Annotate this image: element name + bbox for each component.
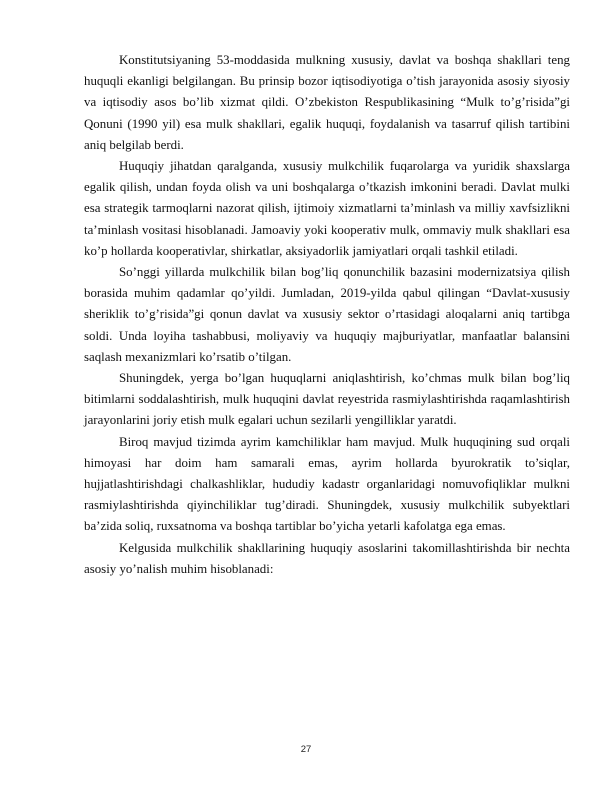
paragraph-2: Huquqiy jihatdan qaralganda, xususiy mulkchilik fuqarolarga va yuridik shaxslarga egalik qilish, undan foyda olish va uni boshqalarga o’tkazish imkonini beradi. Davlat mulki esa strategik tarmoqlarni nazorat qilish, ijtimoiy xizmatlarni ta’minlash va milliy xavfsizlikni ta’minlash vositasi hisoblanadi. Jamoaviy yoki kooperativ mulk, ommaviy mulk shakllari esa ko’p hollarda kooperativlar, shirkatlar, aksiyadorlik jamiyatlari orqali tashkil etiladi. [84,159,570,258]
paragraph-3: So’nggi yillarda mulkchilik bilan bog’liq qonunchilik bazasini modernizatsiya qilish borasida muhim qadamlar qo’yildi. Jumladan, 2019-yilda qabul qilingan “Davlat-xususiy sheriklik to’g’risida”gi qonun davlat va xususiy sektor o’rtasidagi aloqalarni aniq tartibga soldi. Unda loyiha tashabbusi, moliyaviy va huquqiy majburiyatlar, manfaatlar balansini saqlash mexanizmlari ko’rsatib o’tilgan. [84,265,570,364]
page-number: 27 [300,744,312,755]
paragraph-5: Biroq mavjud tizimda ayrim kamchiliklar ham mavjud. Mulk huquqining sud orqali himoyasi har doim ham samarali emas, ayrim hollarda byurokratik to’siqlar, hujjatlashtirishdagi chalkashliklar, hududiy kadastr organlaridagi nomuvofiqliklar mulkni rasmiylashtirishda qiyinchiliklar tug’diradi. Shuningdek, xususiy mulkchilik subyektlari ba’zida soliq, ruxsatnoma va boshqa tartiblar bo’yicha yetarli kafolatga ega emas. [84,434,570,534]
paragraph-6: Kelgusida mulkchilik shakllarining huquqiy asoslarini takomillashtirishda bir nechta asosiy yo’nalish muhim hisoblanadi: [84,540,570,576]
paragraph-4: Shuningdek, yerga bo’lgan huquqlarni aniqlashtirish, ko’chmas mulk bilan bog’liq bitimlarni soddalashtirish, mulk huquqini davlat reyestrida rasmiylashtirishda raqamlashtirish jarayonlarini joriy etish mulk egalari uchun sezilarli yengilliklar yaratdi. [84,371,570,428]
paragraph-1: Konstitutsiyaning 53-moddasida mulkning xususiy, davlat va boshqa shakllari teng huquqli ekanligi belgilangan. Bu prinsip bozor iqtisodiyotiga o’tish jarayonida asosiy siyosiy va iqtisodiy asos bo’lib xizmat qildi. O’zbekiston Respublikasining “Mulk to’g’risida”gi Qonuni (1990 yil) esa mulk shakllari, egalik huquqi, foydalanish va tasarruf qilish tartibini aniq belgilab berdi. [84,53,570,152]
body-text [84,50,570,580]
